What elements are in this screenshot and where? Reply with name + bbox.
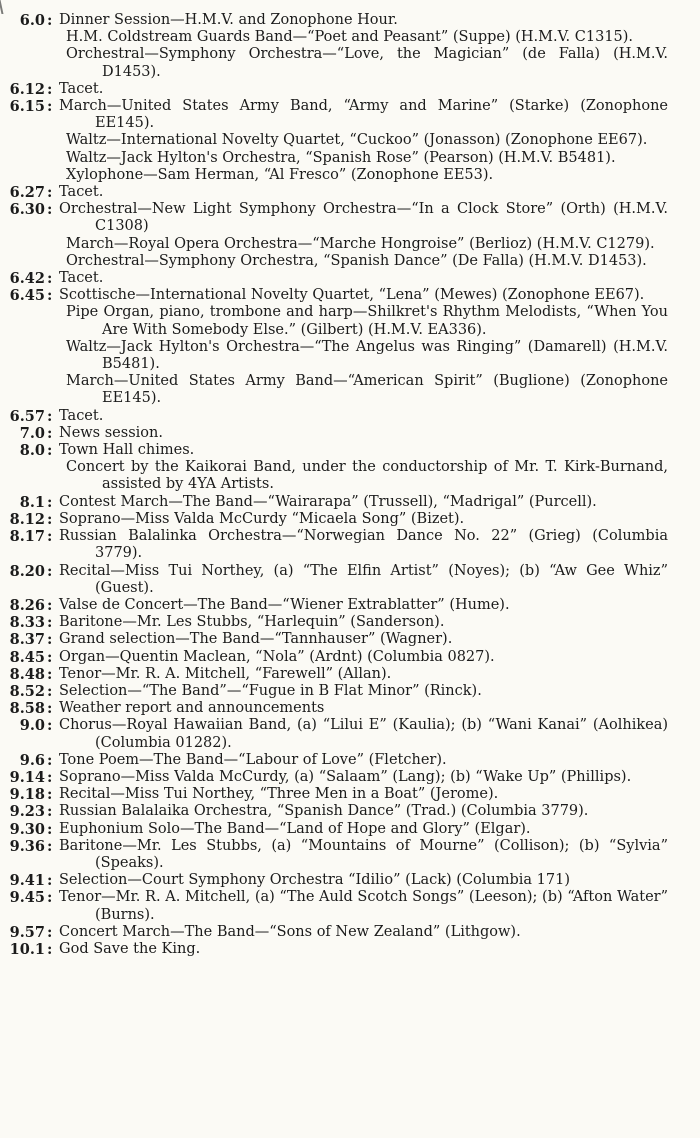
entry-description: Orchestral—New Light Symphony Orchestra—“In a Clock Store” (Orth) (H.M.V. C1308) <box>59 201 668 235</box>
entry-time: 8.12 <box>9 510 45 528</box>
entry-time: 6.12 <box>9 80 45 98</box>
entry-description: Tacet. <box>59 184 104 201</box>
programme-entry <box>0 821 700 838</box>
programme-entry <box>0 81 700 98</box>
entry-time: 7.0 <box>19 424 45 442</box>
programme-sub-item: H.M. Coldstream Guards Band—“Poet and Peasant” (Suppe) (H.M.V. C1315). <box>66 29 634 46</box>
time-separator: : <box>47 442 53 460</box>
entry-time: 6.0 <box>19 12 45 29</box>
programme-entry <box>0 769 700 786</box>
programme-entry <box>0 700 700 717</box>
time-separator: : <box>47 270 53 288</box>
programme-entry <box>0 511 700 528</box>
time-separator: : <box>47 596 53 614</box>
time-separator: : <box>47 940 53 958</box>
programme-sub-item: Waltz—Jack Hylton's Orchestra—“The Angelus was Ringing” (Damarell) (H.M.V. B5481). <box>66 338 668 373</box>
entry-time: 8.26 <box>9 596 45 614</box>
entry-description: Tone Poem—The Band—“Labour of Love” (Fletcher). <box>59 751 447 768</box>
time-separator: : <box>47 184 53 202</box>
time-separator: : <box>47 803 53 821</box>
programme-sub-item: March—Royal Opera Orchestra—“Marche Hongroise” (Berlioz) (H.M.V. C1279). <box>66 235 655 252</box>
programme-entry <box>0 528 700 562</box>
programme-sub-item: Waltz—Jack Hylton's Orchestra, “Spanish Rose” (Pearson) (H.M.V. B5481). <box>66 149 616 166</box>
programme-sub-item: Waltz—International Novelty Quartet, “Cuckoo” (Jonasson) (Zonophone EE67). <box>66 132 648 149</box>
entry-time: 6.27 <box>9 184 45 202</box>
entry-description: Grand selection—The Band—“Tannhauser” (Wagner). <box>59 631 453 648</box>
entry-description: Tenor—Mr. R. A. Mitchell, “Farewell” (Allan). <box>59 665 392 682</box>
entry-description: Recital—Miss Tui Northey, (a) “The Elfin Artist” (Noyes); (b) “Aw Gee Whiz” (Guest). <box>59 562 668 596</box>
entry-description: Concert March—The Band—“Sons of New Zealand” (Lithgow). <box>59 923 521 940</box>
entry-time: 8.45 <box>9 648 45 666</box>
entry-description: Scottische—International Novelty Quartet, “Lena” (Mewes) (Zonophone EE67). <box>59 287 645 304</box>
time-separator: : <box>47 614 53 632</box>
time-separator: : <box>47 528 53 546</box>
programme-sub-item: March—United States Army Band—“American Spirit” (Buglione) (Zonophone EE145). <box>66 373 668 407</box>
entry-description: News session. <box>59 424 163 441</box>
time-separator: : <box>47 80 53 98</box>
programme-entry <box>0 425 700 442</box>
entry-time: 8.58 <box>9 700 45 718</box>
programme-entry <box>0 631 700 648</box>
entry-description: Recital—Miss Tui Northey, “Three Men in a Boat” (Jerome). <box>59 786 499 803</box>
entry-time: 8.20 <box>9 562 45 580</box>
programme-sub-item: Pipe Organ, piano, trombone and harp—Shilkret's Rhythm Melodists, “When You Are With Somebody Else.” (Gilbert) (H.M.V. EA336). <box>66 304 668 338</box>
entry-description: Euphonium Solo—The Band—“Land of Hope and Glory” (Elgar). <box>59 820 531 837</box>
entry-description: Town Hall chimes. <box>59 442 195 459</box>
entry-description: Baritone—Mr. Les Stubbs, (a) “Mountains of Mourne” (Collison); (b) “Sylvia” (Speaks). <box>59 837 668 871</box>
entry-description: Contest March—The Band—“Wairarapa” (Trussell), “Madrigal” (Purcell). <box>59 493 597 510</box>
entry-description: Selection—“The Band”—“Fugue in B Flat Minor” (Rinck). <box>59 682 482 699</box>
entry-description: Tacet. <box>59 407 104 424</box>
entry-description: Soprano—Miss Valda McCurdy, (a) “Salaam” (Lang); (b) “Wake Up” (Phillips). <box>59 768 632 785</box>
programme-entry <box>0 270 700 287</box>
entry-description: Tenor—Mr. R. A. Mitchell, (a) “The Auld Scotch Songs” (Leeson); (b) “Afton Water” (Burns). <box>59 889 668 923</box>
programme-entry <box>0 201 700 235</box>
entry-time: 9.30 <box>9 820 45 838</box>
entry-description: Organ—Quentin Maclean, “Nola” (Ardnt) (Columbia 0827). <box>59 648 495 665</box>
time-separator: : <box>47 424 53 442</box>
entry-description: Russian Balalinka Orchestra—“Norwegian Dance No. 22” (Grieg) (Columbia 3779). <box>59 528 668 562</box>
time-separator: : <box>47 717 53 735</box>
entry-time: 8.48 <box>9 665 45 683</box>
programme-entry <box>0 287 700 304</box>
programme-entry <box>0 12 700 29</box>
entry-time: 6.57 <box>9 407 45 425</box>
entry-time: 6.42 <box>9 270 45 288</box>
radio-programme-listing <box>0 12 700 958</box>
entry-time: 6.15 <box>9 98 45 116</box>
programme-entry <box>0 786 700 803</box>
entry-time: 8.52 <box>9 682 45 700</box>
time-separator: : <box>47 872 53 890</box>
programme-entry <box>0 803 700 820</box>
entry-description: Tacet. <box>59 80 104 97</box>
time-separator: : <box>47 12 53 29</box>
entry-time: 6.30 <box>9 201 45 219</box>
entry-time: 8.0 <box>19 442 45 460</box>
entry-description: Chorus—Royal Hawaiian Band, (a) “Lilui E” (Kaulia); (b) “Wani Kanai” (Aolhikea) (Columbia 01282). <box>59 717 668 751</box>
programme-sub-item: Concert by the Kaikorai Band, under the conductorship of Mr. T. Kirk-Burnand, assisted by 4YA Artists. <box>66 459 668 493</box>
entry-description: Valse de Concert—The Band—“Wiener Extrablatter” (Hume). <box>59 596 510 613</box>
programme-entry <box>0 597 700 614</box>
time-separator: : <box>47 510 53 528</box>
programme-entry <box>0 666 700 683</box>
time-separator: : <box>47 786 53 804</box>
programme-entry <box>0 184 700 201</box>
time-separator: : <box>47 820 53 838</box>
entry-description: Soprano—Miss Valda McCurdy “Micaela Song” (Bizet). <box>59 510 465 527</box>
entry-time: 9.41 <box>9 872 45 890</box>
time-separator: : <box>47 768 53 786</box>
time-separator: : <box>47 665 53 683</box>
entry-time: 9.45 <box>9 889 45 907</box>
programme-entry <box>0 683 700 700</box>
entry-description: Tacet. <box>59 270 104 287</box>
time-separator: : <box>47 631 53 649</box>
entry-time: 8.33 <box>9 614 45 632</box>
entry-time: 8.17 <box>9 528 45 546</box>
programme-entry <box>0 838 700 872</box>
entry-time: 9.57 <box>9 923 45 941</box>
programme-sub-item: Orchestral—Symphony Orchestra, “Spanish Dance” (De Falla) (H.M.V. D1453). <box>66 252 647 269</box>
programme-entry <box>0 872 700 889</box>
entry-time: 9.36 <box>9 837 45 855</box>
entry-description: Weather report and announcements <box>59 700 325 717</box>
programme-entry <box>0 614 700 631</box>
programme-sub-item: Xylophone—Sam Herman, “Al Fresco” (Zonophone EE53). <box>66 166 494 183</box>
entry-description: Selection—Court Symphony Orchestra “Idilio” (Lack) (Columbia 171) <box>59 872 570 889</box>
programme-entry <box>0 98 700 132</box>
time-separator: : <box>47 201 53 219</box>
entry-time: 9.14 <box>9 768 45 786</box>
entry-description: March—United States Army Band, “Army and Marine” (Starke) (Zonophone EE145). <box>59 98 668 132</box>
entry-time: 9.0 <box>19 717 45 735</box>
programme-entry <box>0 924 700 941</box>
time-separator: : <box>47 407 53 425</box>
programme-entry <box>0 563 700 597</box>
entry-time: 9.23 <box>9 803 45 821</box>
time-separator: : <box>47 700 53 718</box>
entry-time: 8.1 <box>19 493 45 511</box>
entry-time: 8.37 <box>9 631 45 649</box>
programme-entry <box>0 649 700 666</box>
time-separator: : <box>47 287 53 305</box>
time-separator: : <box>47 837 53 855</box>
entry-description: Dinner Session—H.M.V. and Zonophone Hour. <box>59 12 398 28</box>
entry-time: 9.6 <box>19 751 45 769</box>
time-separator: : <box>47 648 53 666</box>
time-separator: : <box>47 562 53 580</box>
time-separator: : <box>47 889 53 907</box>
programme-entry <box>0 941 700 958</box>
entry-time: 9.18 <box>9 786 45 804</box>
programme-entry <box>0 889 700 923</box>
programme-entry <box>0 717 700 751</box>
programme-entry <box>0 408 700 425</box>
programme-entry <box>0 442 700 459</box>
programme-entry <box>0 752 700 769</box>
time-separator: : <box>47 493 53 511</box>
time-separator: : <box>47 682 53 700</box>
time-separator: : <box>47 98 53 116</box>
entry-description: Russian Balalaika Orchestra, “Spanish Dance” (Trad.) (Columbia 3779). <box>59 803 589 820</box>
entry-description: God Save the King. <box>59 940 201 957</box>
entry-time: 6.45 <box>9 287 45 305</box>
programme-entry <box>0 494 700 511</box>
time-separator: : <box>47 923 53 941</box>
entry-time: 10.1 <box>9 940 45 958</box>
time-separator: : <box>47 751 53 769</box>
entry-description: Baritone—Mr. Les Stubbs, “Harlequin” (Sanderson). <box>59 614 445 631</box>
programme-sub-item: Orchestral—Symphony Orchestra—“Love, the Magician” (de Falla) (H.M.V. D1453). <box>66 46 668 80</box>
